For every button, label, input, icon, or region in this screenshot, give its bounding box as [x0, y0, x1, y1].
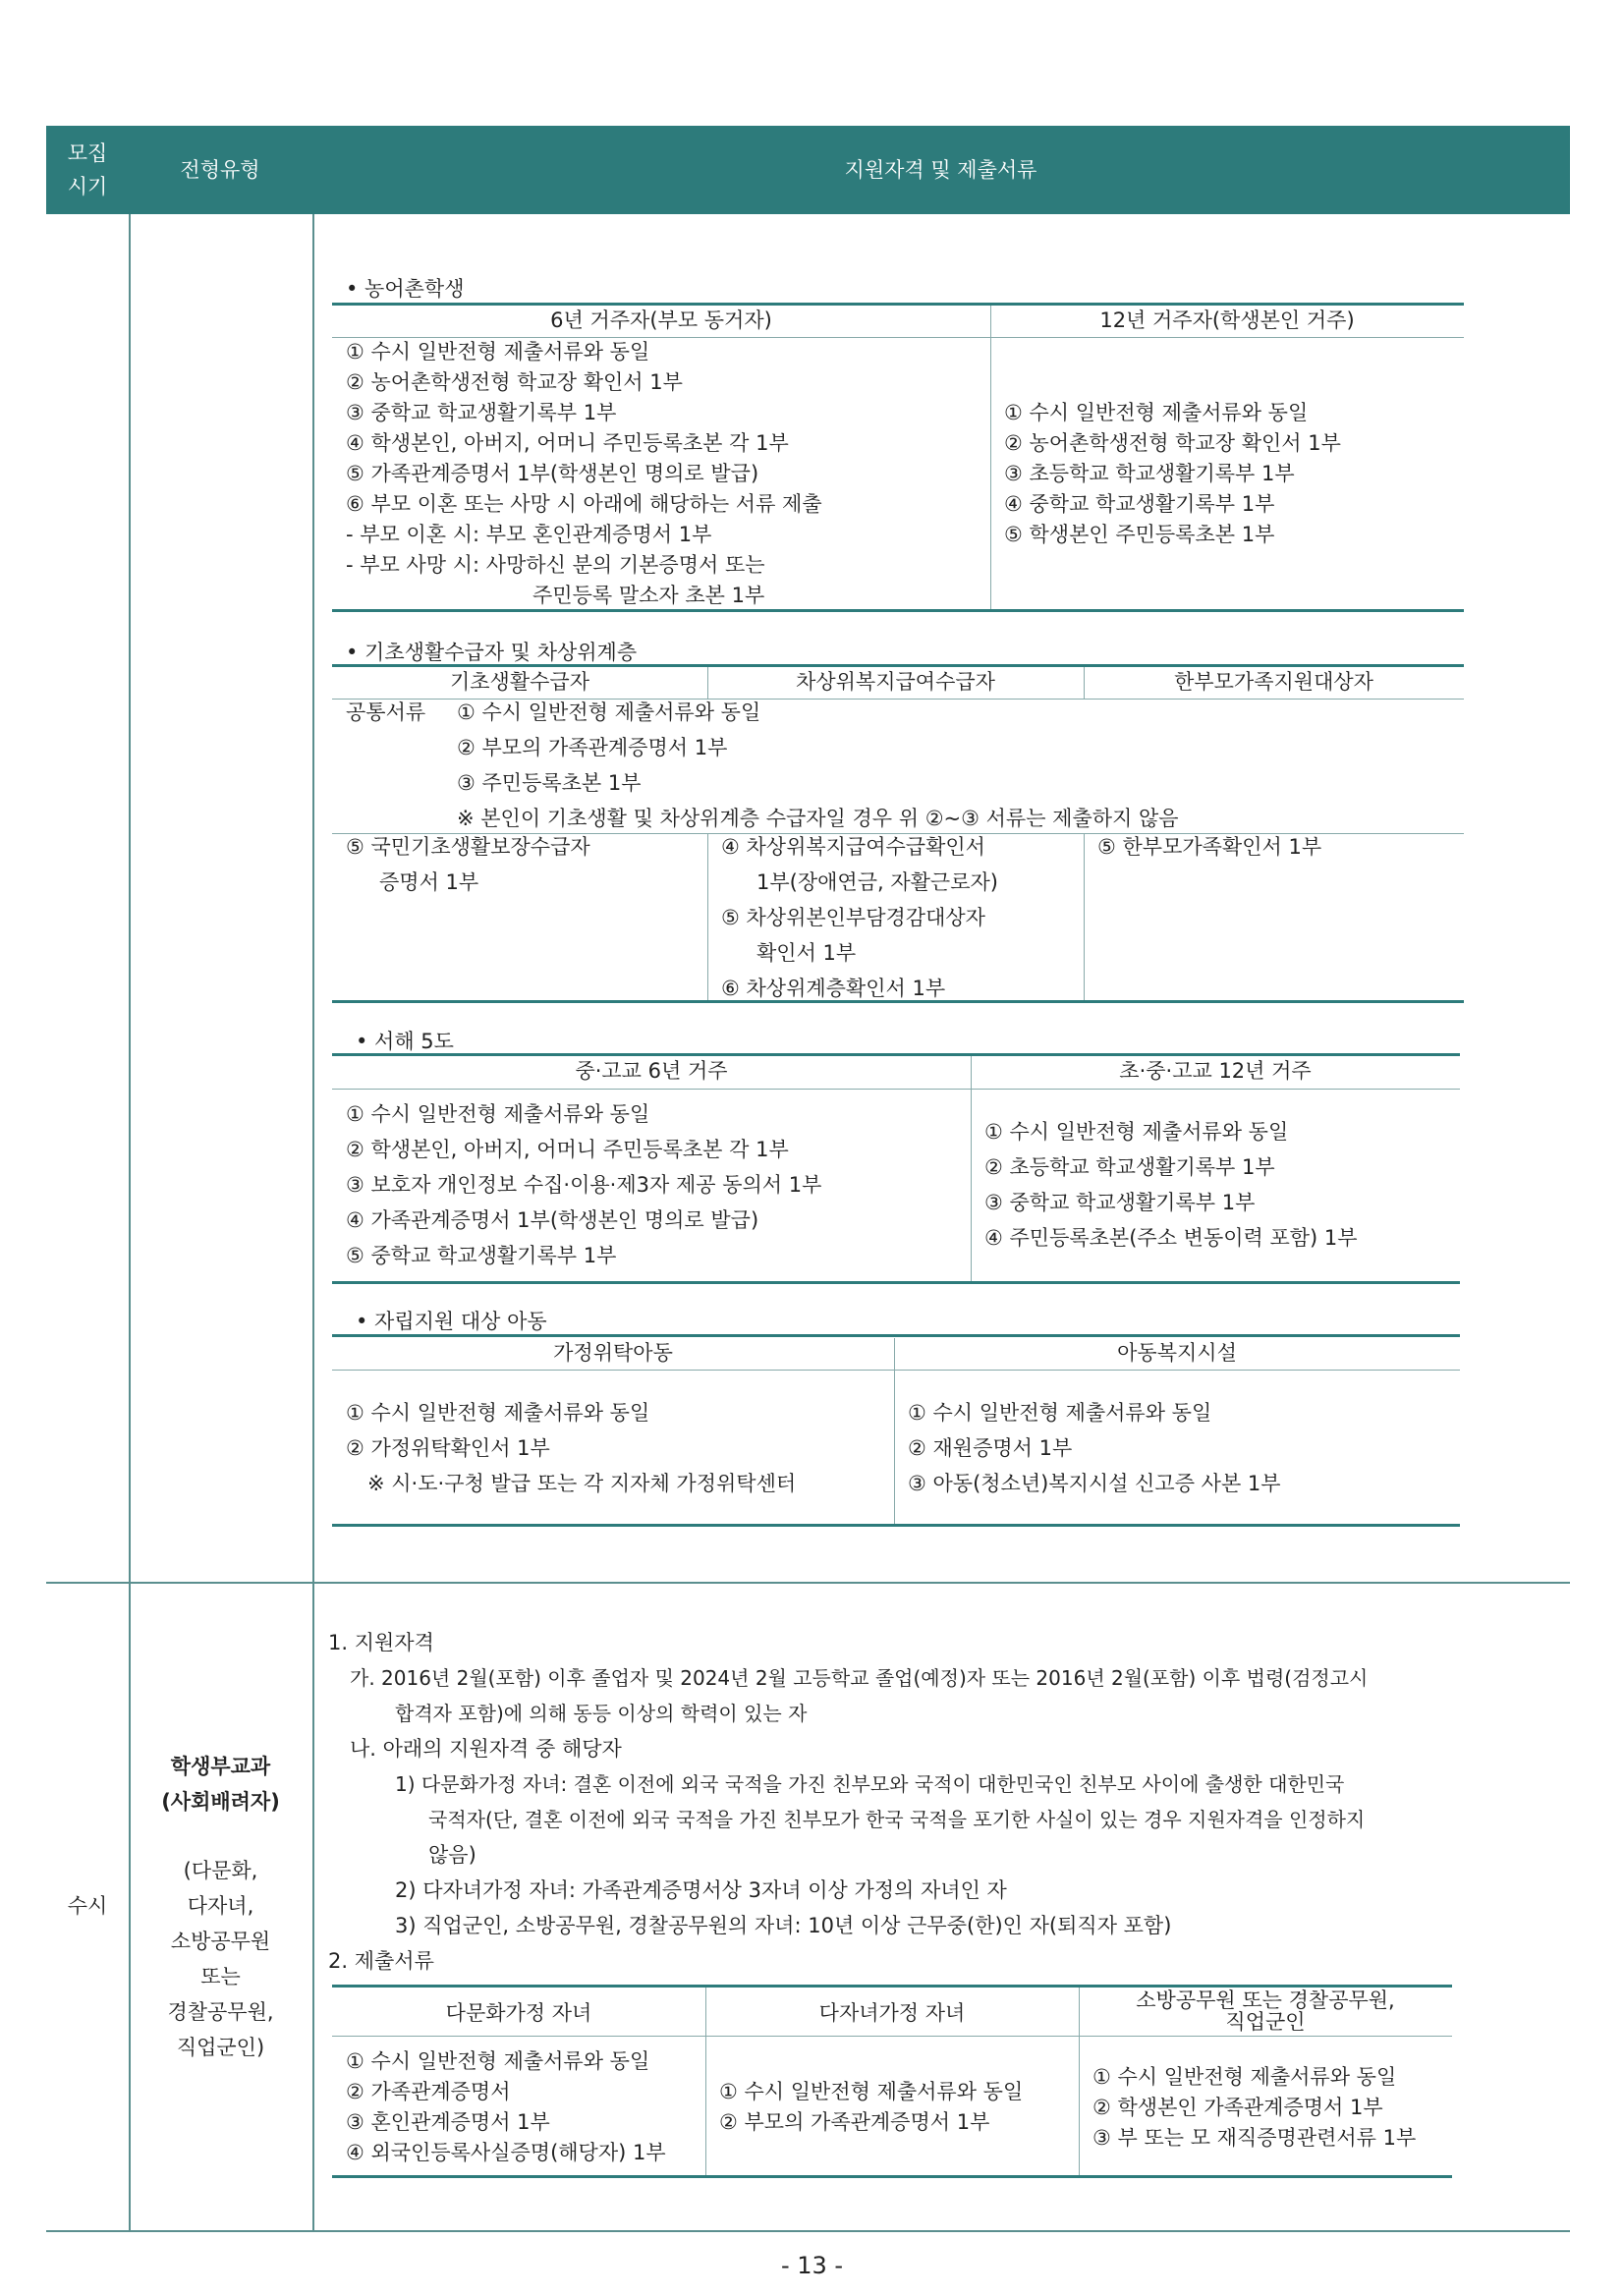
- col-head: 6년 거주자(부모 동거자): [550, 308, 772, 332]
- table-rule: [1079, 1988, 1080, 2176]
- qual-line: 2) 다자녀가정 자녀: 가족관계증명서상 3자녀 이상 가정의 자녀인 자: [395, 1878, 1007, 1902]
- table-rule: [332, 1334, 1460, 1337]
- col-head: 12년 거주자(학생본인 거주): [1099, 308, 1355, 332]
- list-item: ② 부모의 가족관계증명서 1부: [719, 2110, 990, 2134]
- list-item: ④ 주민등록초본(주소 변동이력 포함) 1부: [984, 1226, 1358, 1250]
- list-item: ⑤ 한부모가족확인서 1부: [1097, 835, 1322, 859]
- table-rule: [332, 1985, 1452, 1988]
- section-title-west-sea: • 서해 5도: [356, 1030, 454, 1053]
- table-rule: [990, 306, 991, 610]
- qual-line: 합격자 포함)에 의해 동등 이상의 학력이 있는 자: [395, 1702, 808, 1725]
- type-title: 학생부교과: [170, 1755, 271, 1778]
- list-item: ③ 주민등록초본 1부: [457, 771, 642, 795]
- table-rule: [894, 1338, 895, 1525]
- list-item: ③ 혼인관계증명서 1부: [346, 2110, 550, 2134]
- page-number: - 13 -: [780, 2252, 844, 2279]
- type-sub: 다자녀,: [187, 1894, 254, 1918]
- header-period: 모집 시기: [67, 141, 108, 198]
- list-item: ② 재원증명서 1부: [908, 1436, 1073, 1460]
- row-divider: [46, 2230, 1570, 2232]
- list-item: ② 농어촌학생전형 학교장 확인서 1부: [346, 370, 683, 394]
- list-item: ② 학생본인 가족관계증명서 1부: [1092, 2096, 1383, 2119]
- qual-line: 국적자(단, 결혼 이전에 외국 국적을 가진 친부모가 한국 국적을 포기한 사실이 있는 경우 지원자격을 인정하지: [428, 1808, 1366, 1831]
- col-head: 초·중·고교 12년 거주: [1119, 1059, 1312, 1083]
- type-sub: 소방공무원: [170, 1930, 271, 1953]
- list-item: ① 수시 일반전형 제출서류와 동일: [346, 340, 650, 364]
- list-item: ④ 학생본인, 아버지, 어머니 주민등록초본 각 1부: [346, 431, 789, 455]
- list-item: ① 수시 일반전형 제출서류와 동일: [346, 1102, 650, 1126]
- list-item: ⑤ 국민기초생활보장수급자: [346, 835, 590, 859]
- list-item: ① 수시 일반전형 제출서류와 동일: [346, 1401, 650, 1425]
- table-rule: [332, 2036, 1452, 2037]
- table-rule: [1084, 667, 1085, 700]
- col-head: 기초생활수급자: [449, 670, 589, 694]
- type-sub: 직업군인): [176, 2036, 265, 2059]
- list-item: ② 학생본인, 아버지, 어머니 주민등록초본 각 1부: [346, 1138, 789, 1161]
- qual-line: 않음): [428, 1843, 476, 1867]
- list-item: ⑤ 가족관계증명서 1부(학생본인 명의로 발급): [346, 462, 759, 485]
- list-item: ④ 외국인등록사실증명(해당자) 1부: [346, 2141, 666, 2164]
- table-rule: [332, 1524, 1460, 1527]
- table-rule: [332, 1370, 1460, 1371]
- table-rule: [705, 1988, 706, 2176]
- list-item: ④ 가족관계증명서 1부(학생본인 명의로 발급): [346, 1208, 759, 1232]
- list-item: ③ 부 또는 모 재직증명관련서류 1부: [1092, 2126, 1417, 2150]
- list-item: ⑥ 차상위계층확인서 1부: [721, 977, 946, 1000]
- type-sub: 또는: [200, 1965, 241, 1988]
- period-cell: 수시: [67, 1894, 108, 1918]
- col-head: 소방공무원 또는 경찰공무원,: [1136, 1988, 1395, 2012]
- list-item: - 부모 이혼 시: 부모 혼인관계증명서 1부: [346, 523, 712, 546]
- list-item: - 부모 사망 시: 사망하신 분의 기본증명서 또는: [346, 553, 765, 577]
- col-head: 차상위복지급여수급자: [796, 670, 995, 694]
- list-item: 1부(장애연금, 자활근로자): [756, 870, 998, 894]
- row-divider: [46, 1582, 1570, 1584]
- list-item: ④ 중학교 학교생활기록부 1부: [1004, 492, 1275, 516]
- list-item: ⑤ 학생본인 주민등록초본 1부: [1004, 523, 1275, 546]
- table-rule: [332, 1000, 1464, 1003]
- list-item: ② 부모의 가족관계증명서 1부: [457, 736, 728, 759]
- list-item: ② 가족관계증명서: [346, 2080, 511, 2103]
- list-item: ② 농어촌학생전형 학교장 확인서 1부: [1004, 431, 1341, 455]
- col-head: 중·고교 6년 거주: [575, 1059, 728, 1083]
- table-rule: [332, 1281, 1460, 1284]
- grid-line: [312, 214, 314, 2230]
- list-item: ② 가정위탁확인서 1부: [346, 1436, 550, 1460]
- list-item: ① 수시 일반전형 제출서류와 동일: [719, 2080, 1024, 2103]
- col-head: 다문화가정 자녀: [445, 2001, 592, 2025]
- list-item: ③ 중학교 학교생활기록부 1부: [984, 1191, 1256, 1214]
- list-item: ⑤ 차상위본인부담경감대상자: [721, 906, 985, 929]
- qual-line: 1) 다문화가정 자녀: 결혼 이전에 외국 국적을 가진 친부모와 국적이 대한민국인 친부모 사이에 출생한 대한민국: [395, 1772, 1345, 1796]
- list-item: ① 수시 일반전형 제출서류와 동일: [1092, 2065, 1397, 2089]
- header-type: 전형유형: [180, 158, 260, 182]
- list-item: ③ 보호자 개인정보 수집·이용·제3자 제공 동의서 1부: [346, 1173, 822, 1197]
- col-head: 아동복지시설: [1117, 1341, 1237, 1365]
- list-item: ※ 본인이 기초생활 및 차상위계층 수급자일 경우 위 ②~③ 서류는 제출하지 않음: [457, 807, 1179, 830]
- table-rule: [332, 2175, 1452, 2178]
- qual-line: 3) 직업군인, 소방공무원, 경찰공무원의 자녀: 10년 이상 근무중(한)인 자(퇴직자 포함): [395, 1914, 1172, 1937]
- qual-line: 2. 제출서류: [328, 1949, 434, 1973]
- section-title-basic-living: • 기초생활수급자 및 차상위계층: [346, 641, 638, 664]
- list-item: ④ 차상위복지급여수급확인서: [721, 835, 985, 859]
- type-title: (사회배려자): [161, 1790, 280, 1814]
- col-head: 가정위탁아동: [553, 1341, 673, 1365]
- table-rule: [971, 1056, 972, 1282]
- qual-line: 1. 지원자격: [328, 1631, 434, 1654]
- table-header: [46, 126, 1570, 214]
- col-head: 다자녀가정 자녀: [818, 2001, 966, 2025]
- qual-line: 가. 2016년 2월(포함) 이후 졸업자 및 2024년 2월 고등학교 졸업(예정)자 또는 2016년 2월(포함) 이후 법령(검정고시: [350, 1666, 1369, 1690]
- list-item: ① 수시 일반전형 제출서류와 동일: [1004, 401, 1309, 424]
- list-item: ③ 중학교 학교생활기록부 1부: [346, 401, 617, 424]
- col-head: 한부모가족지원대상자: [1174, 670, 1373, 694]
- col-head: 직업군인: [1225, 2010, 1306, 2034]
- list-item: ※ 시·도·구청 발급 또는 각 지자체 가정위탁센터: [367, 1472, 797, 1495]
- list-item: 확인서 1부: [756, 941, 857, 965]
- type-sub: 경찰공무원,: [167, 2000, 274, 2024]
- list-item: ① 수시 일반전형 제출서류와 동일: [984, 1120, 1289, 1144]
- list-item: ① 수시 일반전형 제출서류와 동일: [346, 2049, 650, 2073]
- table-rule: [707, 667, 708, 700]
- list-item: ③ 아동(청소년)복지시설 신고증 사본 1부: [908, 1472, 1281, 1495]
- table-rule: [1084, 833, 1085, 1000]
- list-item: ⑥ 부모 이혼 또는 사망 시 아래에 해당하는 서류 제출: [346, 492, 822, 516]
- list-item: ⑤ 중학교 학교생활기록부 1부: [346, 1244, 617, 1267]
- section-title-rural: • 농어촌학생: [346, 277, 465, 301]
- type-sub: (다문화,: [183, 1859, 258, 1882]
- table-rule: [332, 1089, 1460, 1090]
- list-item: 주민등록 말소자 초본 1부: [532, 584, 765, 607]
- list-item: ① 수시 일반전형 제출서류와 동일: [457, 700, 761, 724]
- list-item: ① 수시 일반전형 제출서류와 동일: [908, 1401, 1212, 1425]
- list-item: ② 초등학교 학교생활기록부 1부: [984, 1155, 1275, 1179]
- section-title-self-reliance: • 자립지원 대상 아동: [356, 1310, 547, 1333]
- table-rule: [332, 609, 1464, 612]
- list-item: ③ 초등학교 학교생활기록부 1부: [1004, 462, 1295, 485]
- list-item: 증명서 1부: [379, 870, 479, 894]
- table-rule: [707, 833, 708, 1000]
- header-qualification: 지원자격 및 제출서류: [844, 158, 1037, 182]
- common-docs-label: 공통서류: [346, 700, 426, 724]
- qual-line: 나. 아래의 지원자격 중 해당자: [350, 1737, 622, 1761]
